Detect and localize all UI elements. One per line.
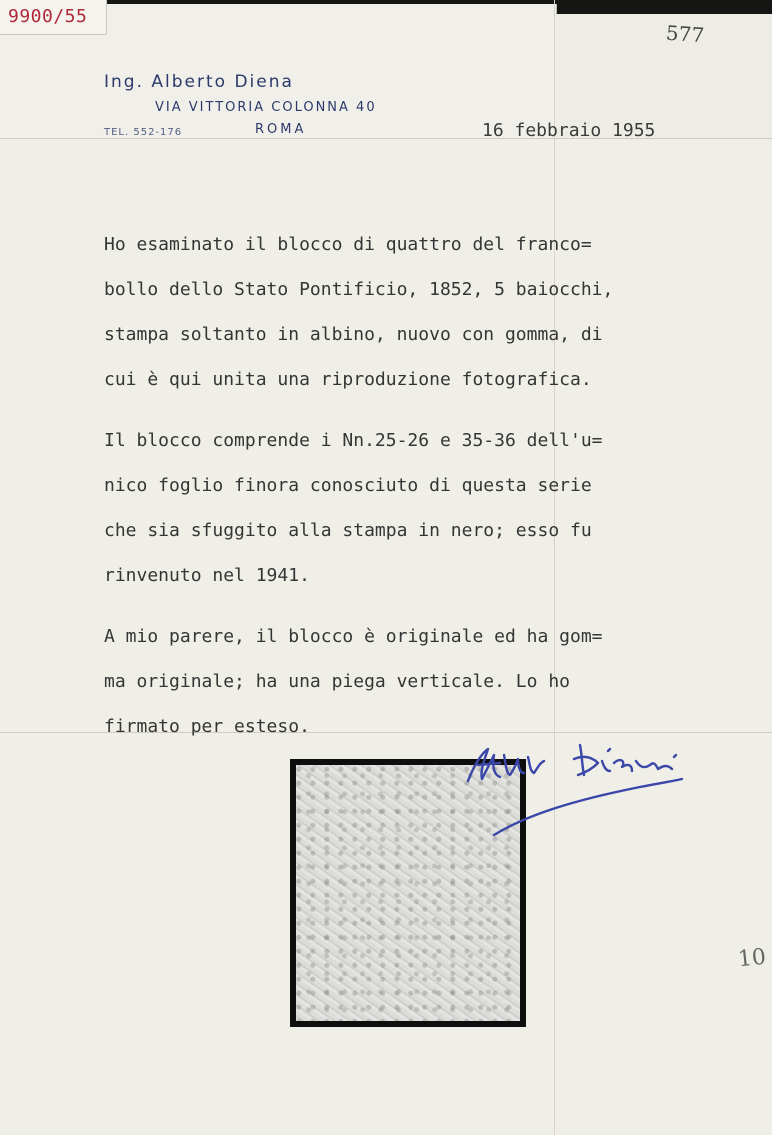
fold-line [0,138,772,139]
paragraph [104,222,744,402]
text-line: nico foglio finora conosciuto di questa serie [104,475,592,496]
signature [460,735,690,845]
text-line: firmato per esteso. [104,716,310,737]
pencil-mark-bottom: 10 [736,944,768,973]
paragraph [104,418,744,598]
text-line: A mio parere, il blocco è originale ed ha gom= [104,626,603,647]
letterhead-address: VIA VITTORIA COLONNA 40 [155,100,377,115]
letterhead-name: Ing. Alberto Diena [104,72,294,92]
signature-text: Alberto Diena [460,735,468,736]
text-line: stampa soltanto in albino, nuovo con gomma, di [104,324,603,345]
letterhead-telephone: TEL. 552-176 [104,127,183,138]
reference-number: 9900/55 [8,6,88,27]
letter-date: 16 febbraio 1955 [482,120,656,141]
text-line: che sia sfuggito alla stampa in nero; esso fu [104,520,592,541]
text-line: Il blocco comprende i Nn.25-26 e 35-36 dell'u= [104,430,603,451]
letterhead-city: ROMA [255,122,307,137]
letter-body [104,222,744,765]
text-line: cui è qui unita una riproduzione fotografica. [104,369,592,390]
text-line: rinvenuto nel 1941. [104,565,310,586]
reference-label [0,0,107,35]
paragraph [104,614,744,749]
text-line: bollo dello Stato Pontificio, 1852, 5 baiocchi, [104,279,614,300]
text-line: Ho esaminato il blocco di quattro del franco= [104,234,592,255]
text-line: ma originale; ha una piega verticale. Lo ho [104,671,570,692]
pencil-mark-top: 577 [665,20,705,48]
